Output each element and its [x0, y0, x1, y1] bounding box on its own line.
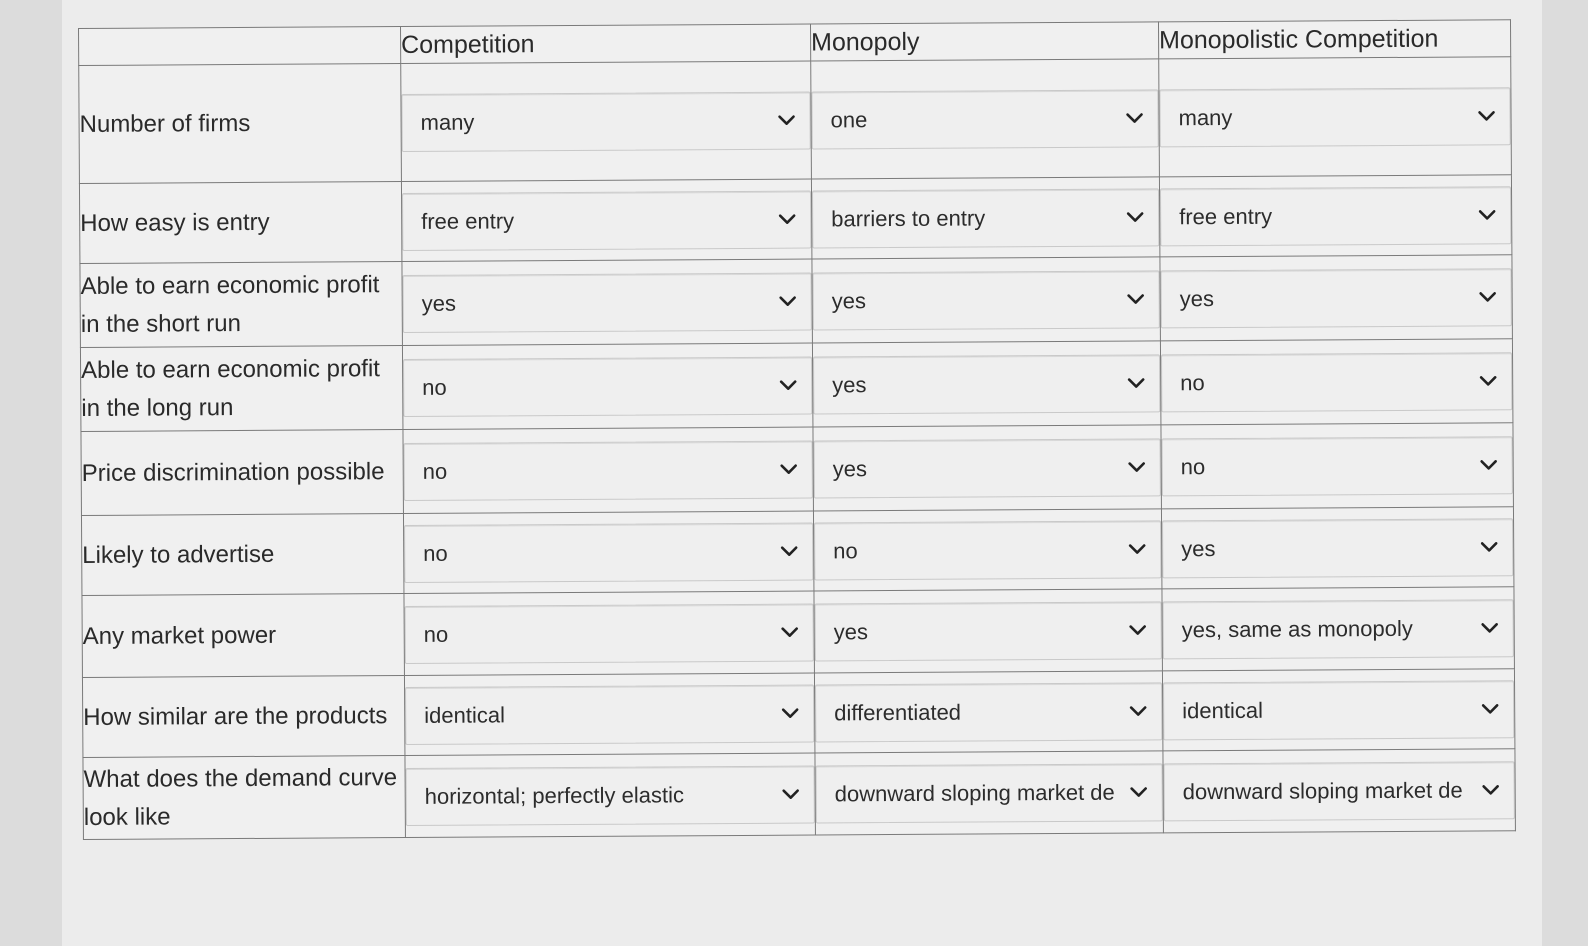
dropdown-selected-value: many: [1178, 104, 1233, 130]
table-row: [83, 749, 1515, 840]
cell-competition: [402, 259, 813, 346]
answer-dropdown-monopolistic-competition[interactable]: [1164, 761, 1515, 821]
dropdown-selected-value: no: [1180, 453, 1206, 479]
answer-dropdown-monopoly[interactable]: [812, 188, 1159, 248]
cell-monopolistic-competition: [1159, 175, 1511, 257]
row-label: Able to earn economic profit in the short run: [80, 262, 403, 348]
cell-monopoly: [814, 589, 1162, 673]
answer-dropdown-monopolistic-competition[interactable]: [1163, 680, 1514, 740]
dropdown-selected-value: many: [420, 109, 475, 135]
column-header-monopolistic-competition: Monopolistic Competition: [1158, 20, 1510, 59]
dropdown-selected-value: horizontal; perfectly elastic: [424, 781, 685, 809]
dropdown-selected-value: yes: [1181, 535, 1216, 561]
cell-monopoly: [811, 59, 1160, 179]
cell-monopoly: [813, 425, 1162, 511]
table-row: [82, 669, 1514, 758]
cell-competition: [402, 343, 813, 430]
answer-dropdown-monopoly[interactable]: [814, 438, 1161, 498]
chevron-down-icon[interactable]: [1480, 459, 1498, 471]
table-row: [82, 587, 1514, 678]
cell-monopoly: [812, 257, 1161, 343]
chevron-down-icon[interactable]: [778, 213, 796, 225]
chevron-down-icon[interactable]: [779, 295, 797, 307]
cell-competition: [403, 511, 813, 594]
table-row: [79, 57, 1512, 184]
corner-header: [79, 27, 401, 66]
cell-competition: [404, 591, 814, 676]
dropdown-selected-value: no: [423, 621, 449, 647]
cell-monopolistic-competition: [1160, 255, 1513, 341]
cell-monopoly: [815, 751, 1163, 835]
cell-competition: [401, 179, 811, 262]
dropdown-selected-value: no: [833, 537, 858, 563]
table-row: [79, 175, 1511, 264]
chevron-down-icon[interactable]: [781, 707, 799, 719]
cell-competition: [404, 673, 814, 756]
chevron-down-icon[interactable]: [778, 114, 796, 126]
table-row: [81, 507, 1513, 596]
dropdown-selected-value: yes: [1179, 285, 1214, 311]
row-label: What does the demand curve look like: [83, 756, 405, 840]
dropdown-selected-value: yes: [421, 290, 457, 316]
chevron-down-icon[interactable]: [781, 626, 799, 638]
dropdown-selected-value: differentiated: [834, 699, 962, 725]
cell-monopoly: [813, 509, 1161, 591]
chevron-down-icon[interactable]: [1127, 377, 1145, 389]
chevron-down-icon[interactable]: [1129, 624, 1147, 636]
chevron-down-icon[interactable]: [1478, 110, 1496, 122]
chevron-down-icon[interactable]: [1128, 461, 1146, 473]
table-row: [81, 423, 1513, 516]
cell-monopolistic-competition: [1161, 423, 1514, 509]
dropdown-selected-value: yes: [831, 287, 867, 313]
column-header-monopoly: Monopoly: [810, 22, 1158, 61]
dropdown-selected-value: downward sloping market de: [1182, 777, 1463, 804]
answer-dropdown-monopolistic-competition[interactable]: [1162, 518, 1513, 578]
dropdown-selected-value: yes: [832, 455, 868, 481]
chevron-down-icon[interactable]: [1481, 703, 1499, 715]
cell-competition: [401, 61, 812, 182]
chevron-down-icon[interactable]: [1478, 209, 1496, 221]
answer-dropdown-monopolistic-competition[interactable]: [1160, 186, 1511, 246]
dropdown-selected-value: yes: [833, 618, 869, 644]
dropdown-selected-value: barriers to entry: [831, 204, 986, 231]
table-row: [80, 339, 1512, 432]
dropdown-selected-value: free entry: [1179, 203, 1273, 229]
row-label: Any market power: [82, 594, 404, 678]
cell-monopolistic-competition: [1162, 669, 1514, 751]
row-label: Number of firms: [79, 64, 402, 184]
dropdown-selected-value: yes: [832, 371, 867, 397]
cell-competition: [403, 427, 814, 514]
answer-dropdown-monopolistic-competition[interactable]: [1162, 436, 1513, 496]
comparison-table-wrapper: [78, 19, 1515, 840]
chevron-down-icon[interactable]: [1479, 291, 1497, 303]
cell-monopoly: [812, 341, 1161, 427]
answer-dropdown-monopoly[interactable]: [815, 682, 1162, 742]
answer-dropdown-competition[interactable]: [405, 684, 814, 744]
chevron-down-icon[interactable]: [780, 463, 798, 475]
answer-dropdown-monopolistic-competition[interactable]: [1159, 87, 1510, 147]
cell-monopolistic-competition: [1160, 339, 1513, 425]
dropdown-selected-value: no: [422, 374, 447, 400]
dropdown-selected-value: one: [830, 106, 868, 132]
row-label: Able to earn economic profit in the long run: [80, 346, 403, 432]
chevron-down-icon[interactable]: [1480, 541, 1498, 553]
dropdown-selected-value: identical: [424, 701, 505, 728]
dropdown-selected-value: no: [422, 458, 448, 484]
market-structure-table: [78, 19, 1516, 840]
answer-dropdown-competition[interactable]: [405, 603, 814, 663]
chevron-down-icon[interactable]: [1126, 211, 1144, 223]
answer-dropdown-competition[interactable]: [401, 91, 810, 151]
chevron-down-icon[interactable]: [1479, 375, 1497, 387]
cell-monopolistic-competition: [1159, 57, 1512, 177]
answer-dropdown-competition[interactable]: [403, 356, 812, 416]
dropdown-selected-value: yes, same as monopoly: [1181, 615, 1413, 642]
chevron-down-icon[interactable]: [1130, 786, 1148, 798]
answer-dropdown-monopoly[interactable]: [811, 89, 1158, 149]
cell-monopolistic-competition: [1163, 749, 1515, 833]
answer-dropdown-monopoly[interactable]: [813, 270, 1160, 330]
table-row: [80, 255, 1512, 348]
chevron-down-icon[interactable]: [782, 788, 800, 800]
answer-dropdown-monopoly[interactable]: [814, 520, 1161, 580]
answer-dropdown-monopoly[interactable]: [816, 763, 1163, 823]
row-label: How similar are the products: [82, 676, 404, 758]
dropdown-selected-value: no: [1180, 369, 1205, 395]
answer-dropdown-monopolistic-competition[interactable]: [1161, 352, 1512, 412]
chevron-down-icon[interactable]: [1129, 705, 1147, 717]
cell-competition: [405, 753, 815, 838]
answer-dropdown-competition[interactable]: [406, 765, 815, 825]
answer-dropdown-competition[interactable]: [402, 190, 811, 250]
chevron-down-icon[interactable]: [1481, 622, 1499, 634]
cell-monopoly: [814, 671, 1162, 753]
chevron-down-icon[interactable]: [1127, 293, 1145, 305]
dropdown-selected-value: no: [423, 540, 448, 566]
cell-monopolistic-competition: [1162, 587, 1514, 671]
row-label: Price discrimination possible: [81, 430, 404, 516]
answer-dropdown-monopoly[interactable]: [813, 354, 1160, 414]
cell-monopolistic-competition: [1161, 507, 1513, 589]
answer-dropdown-monopolistic-competition[interactable]: [1163, 599, 1514, 659]
dropdown-selected-value: identical: [1182, 697, 1263, 723]
dropdown-selected-value: free entry: [421, 207, 515, 234]
row-label: How easy is entry: [79, 182, 401, 264]
column-header-competition: Competition: [400, 24, 810, 64]
row-label: Likely to advertise: [81, 514, 403, 596]
dropdown-selected-value: downward sloping market de: [834, 779, 1115, 806]
cell-monopoly: [811, 177, 1159, 259]
chevron-down-icon[interactable]: [1126, 112, 1144, 124]
answer-dropdown-competition[interactable]: [403, 272, 812, 332]
answer-dropdown-competition[interactable]: [404, 522, 813, 582]
chevron-down-icon[interactable]: [1482, 784, 1500, 796]
answer-dropdown-monopolistic-competition[interactable]: [1160, 268, 1511, 328]
answer-dropdown-competition[interactable]: [404, 440, 813, 500]
answer-dropdown-monopoly[interactable]: [815, 601, 1162, 661]
chevron-down-icon[interactable]: [780, 545, 798, 557]
chevron-down-icon[interactable]: [779, 379, 797, 391]
chevron-down-icon[interactable]: [1128, 543, 1146, 555]
